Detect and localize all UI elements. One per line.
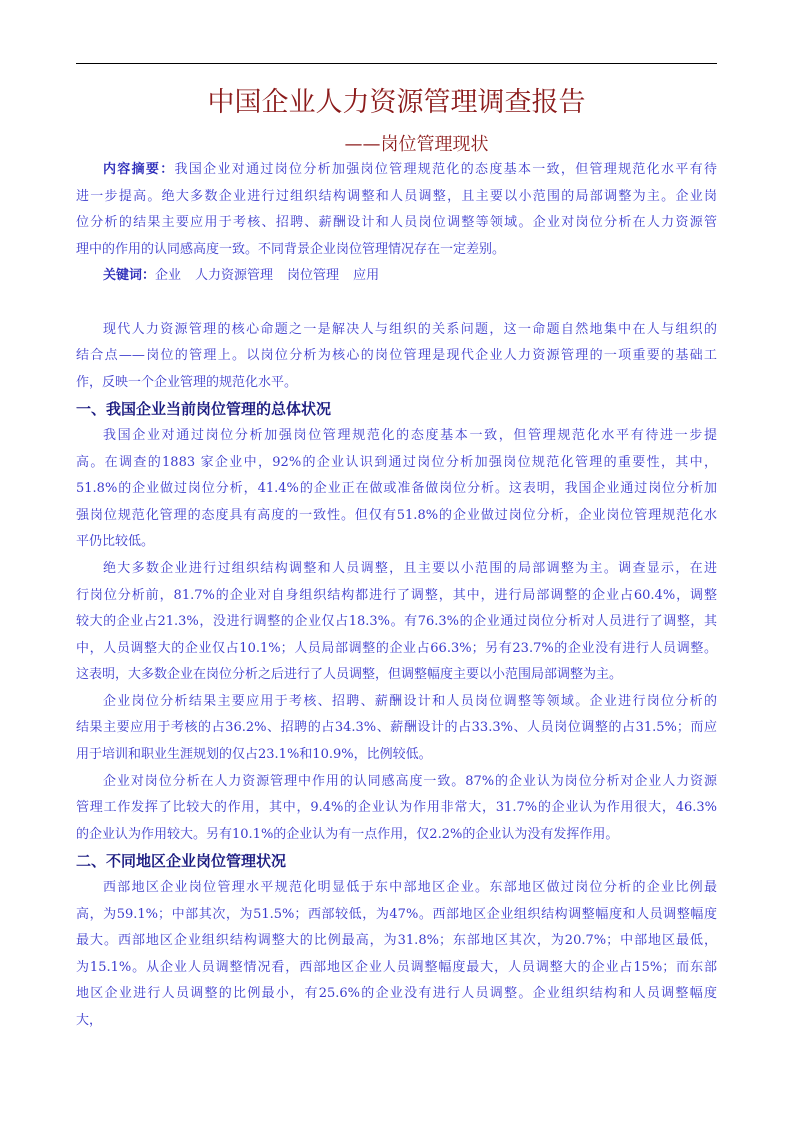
paragraph-line: 绝大多数企业进行过组织结构调整和人员调整，且主要以小范围的局部调整为主。调查显示，在进: [103, 560, 717, 576]
paragraph-line: 企业对岗位分析在人力资源管理中作用的认同感高度一致。87%的企业认为岗位分析对企业人力资源: [103, 773, 717, 789]
paragraph-line: 的企业认为作用较大。另有10.1%的企业认为有一点作用，仅2.2%的企业认为没有发挥作用。: [76, 826, 619, 842]
paragraph-line: 西部地区企业岗位管理水平规范化明显低于东中部地区企业。东部地区做过岗位分析的企业比例最: [103, 880, 717, 896]
paragraph-line: 我国企业对通过岗位分析加强岗位管理规范化的态度基本一致，但管理规范化水平有待进一步提: [103, 427, 717, 443]
paragraph-line: 中，人员调整大的企业仅占10.1%；人员局部调整的企业占66.3%；另有23.7%的企业没有进行人员调整。: [76, 640, 717, 656]
paragraph-line: 作，反映一个企业管理的规范化水平。: [76, 374, 298, 390]
keyword: 应用: [353, 268, 380, 284]
section-heading: 二、不同地区企业岗位管理状况: [76, 852, 287, 871]
paragraph-line: 平仍比较低。: [76, 534, 155, 550]
abstract-line: [76, 184, 717, 211]
paragraph-line: 51.8%的企业做过岗位分析，41.4%的企业正在做或准备做岗位分析。这表明，我国企业通过岗位分析加: [76, 481, 717, 497]
abstract-line: [76, 237, 717, 264]
document-body: [76, 157, 717, 1035]
abstract-text: 我国企业对通过岗位分析加强岗位管理规范化的态度基本一致，但管理规范化水平有待: [174, 162, 717, 177]
paragraph-line: 行岗位分析前，81.7%的企业对自身组织结构都进行了调整，其中，进行局部调整的企业占60.4%，调整: [76, 587, 717, 603]
paragraph-line: 较大的企业占21.3%，没进行调整的企业仅占18.3%。有76.3%的企业通过岗位分析对人员进行了调整，其: [76, 614, 717, 630]
paragraph-line: 企业岗位分析结果主要应用于考核、招聘、薪酬设计和人员岗位调整等领域。企业进行岗位分析的: [103, 693, 717, 709]
keyword: 岗位管理: [287, 268, 340, 284]
abstract-text: 进一步提高。绝大多数企业进行过组织结构调整和人员调整，且主要以小范围的局部调整为主。企业岗: [76, 188, 717, 204]
paragraph-line: 现代人力资源管理的核心命题之一是解决人与组织的关系问题，这一命题自然地集中在人与组织的: [103, 321, 717, 337]
paragraph-line: 结合点——岗位的管理上。以岗位分析为核心的岗位管理是现代企业人力资源管理的一项重要的基础工: [76, 348, 717, 364]
abstract-text: 理中的作用的认同感高度一致。不同背景企业岗位管理情况存在一定差别。: [76, 241, 506, 257]
paragraph-line: 最大。西部地区企业组织结构调整大的比例最高，为31.8%；东部地区其次，为20.7%；中部地区最低，: [76, 933, 717, 949]
keywords-label: 关键词：: [103, 268, 156, 284]
paragraph-line: 大，: [76, 1013, 103, 1028]
document-subtitle: ——岗位管理现状: [344, 134, 489, 155]
keyword: 人力资源管理: [195, 268, 274, 284]
blank-line: [76, 290, 717, 317]
paragraph-line: 高，为59.1%；中部其次，为51.5%；西部较低，为47%。西部地区企业组织结构调整幅度和人员调整幅度: [76, 906, 717, 922]
paragraph-line: 强岗位规范化管理的态度具有高度的一致性。但仅有51.8%的企业做过岗位分析，企业岗位管理规范化水: [76, 507, 717, 523]
abstract-text: 位分析的结果主要应用于考核、招聘、薪酬设计和人员岗位调整等领域。企业对岗位分析在人力资源管: [76, 215, 717, 231]
abstract-line: [76, 157, 717, 184]
paragraph-line: 地区企业进行人员调整的比例最小，有25.6%的企业没有进行人员调整。企业组织结构和人员调整幅度: [76, 986, 717, 1002]
paragraph-line: 这表明，大多数企业在岗位分析之后进行了人员调整，但调整幅度主要以小范围局部调整为主。: [76, 667, 623, 683]
paragraph-line: 管理工作发挥了比较大的作用，其中，9.4%的企业认为作用非常大，31.7%的企业认为作用很大，46.3%: [76, 800, 717, 816]
keyword: 企业: [155, 268, 182, 284]
paragraph-line: 为15.1%。从企业人员调整情况看，西部地区企业人员调整幅度最大，人员调整大的企业占15%；而东部: [76, 959, 717, 975]
paragraph-line: 结果主要应用于考核的占36.2%、招聘的占34.3%、薪酬设计的占33.3%、人员岗位调整的占31.5%；而应: [76, 720, 717, 736]
paragraph-line: 高。在调查的1883 家企业中，92%的企业认识到通过岗位分析加强岗位规范化管理的重要性，其中，: [76, 454, 717, 470]
keywords-line: [76, 263, 717, 290]
paragraph-line: 用于培训和职业生涯规划的仅占23.1%和10.9%，比例较低。: [76, 747, 432, 763]
abstract-label: 内容摘要：: [103, 162, 175, 177]
abstract-line: [76, 210, 717, 237]
document-title: 中国企业人力资源管理调查报告: [207, 87, 586, 118]
header-rule: [76, 63, 717, 64]
section-heading: 一、我国企业当前岗位管理的总体状况: [76, 400, 332, 419]
